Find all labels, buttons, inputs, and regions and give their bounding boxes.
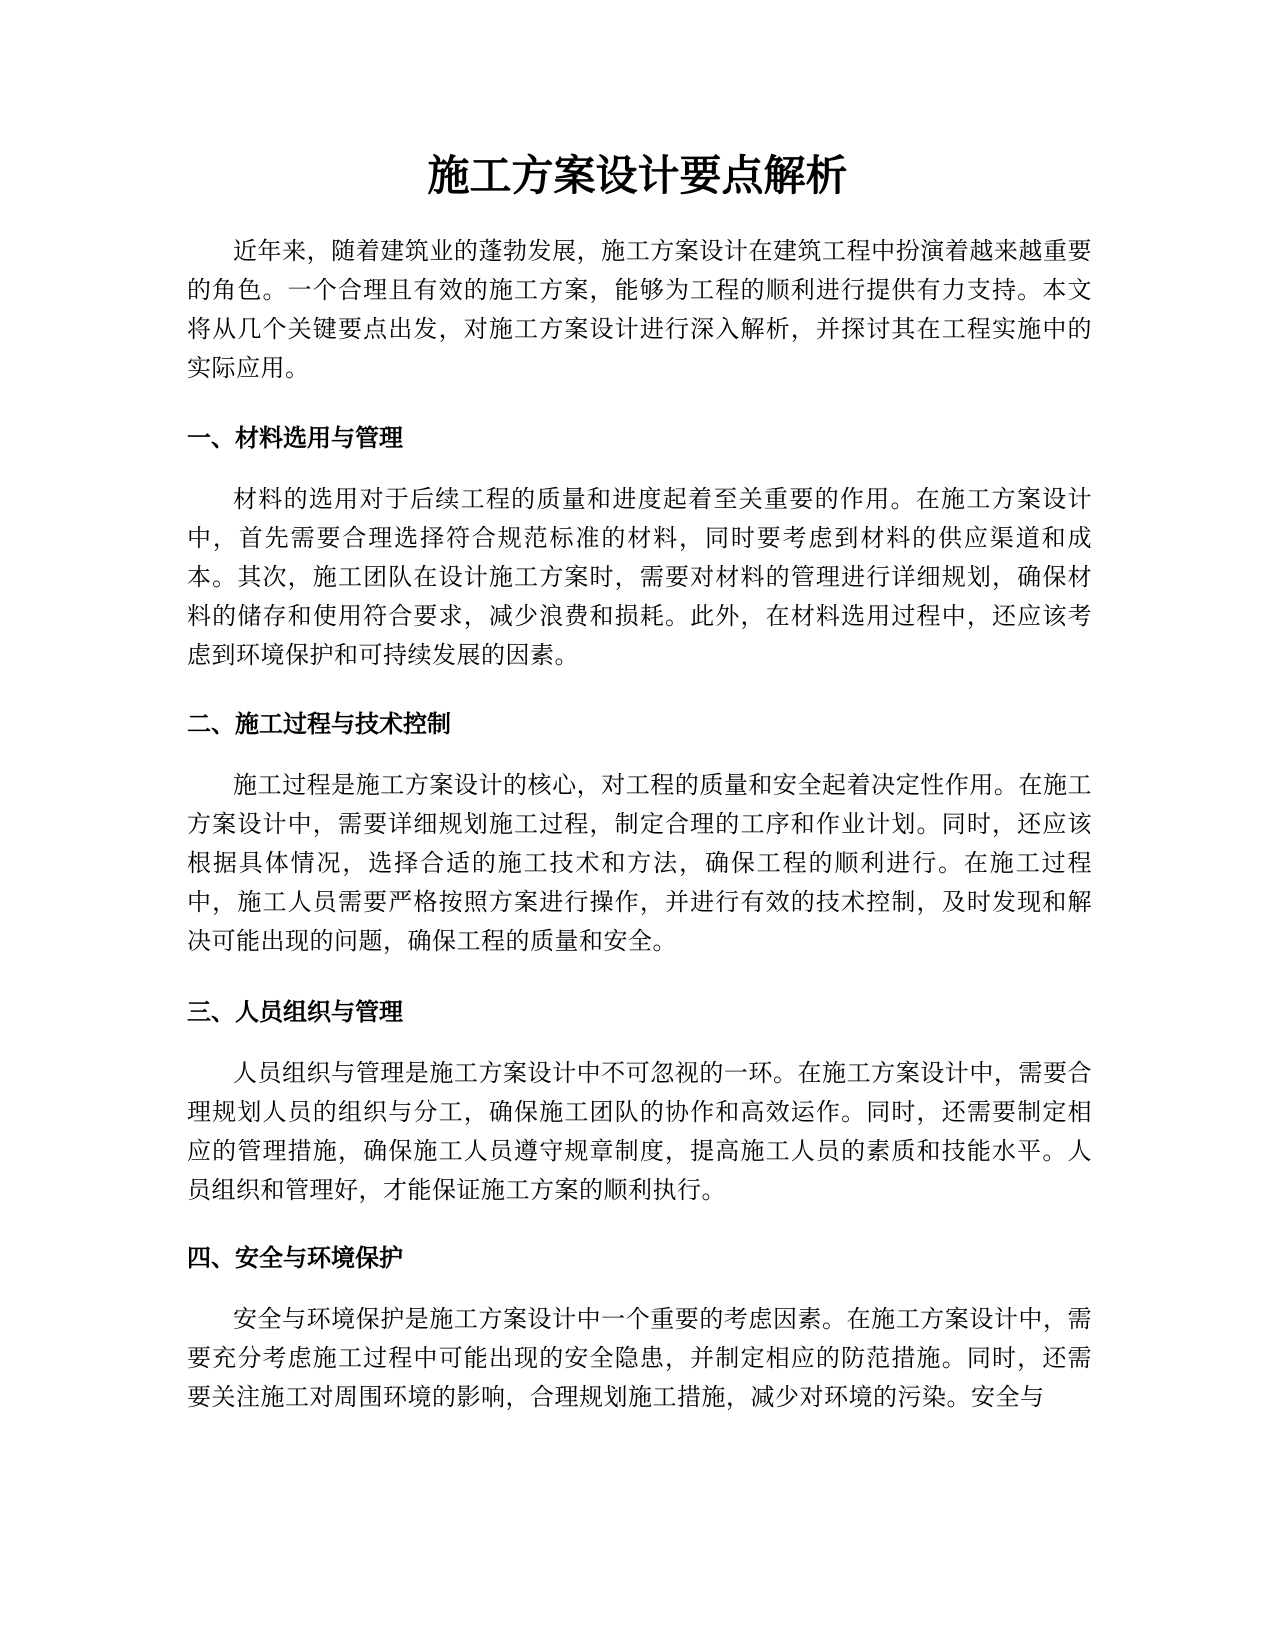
section-body-personnel: 人员组织与管理是施工方案设计中不可忽视的一环。在施工方案设计中，需要合理规划人员的组织与分工，确保施工团队的协作和高效运作。同时，还需要制定相应的管理措施，确保施工人员遵守规章制度，提高施工人员的素质和技能水平。人员组织和管理好，才能保证施工方案的顺利执行。 [187, 1059, 1092, 1204]
document-title: 施工方案设计要点解析 [427, 151, 848, 200]
section-heading-personnel: 三、人员组织与管理 [187, 998, 403, 1026]
section-heading-construction-process: 二、施工过程与技术控制 [187, 710, 451, 738]
section-heading-safety-environment: 四、安全与环境保护 [187, 1244, 403, 1272]
section-heading-materials: 一、材料选用与管理 [187, 424, 403, 452]
section-body-safety-environment: 安全与环境保护是施工方案设计中一个重要的考虑因素。在施工方案设计中，需要充分考虑施工过程中可能出现的安全隐患，并制定相应的防范措施。同时，还需要关注施工对周围环境的影响，合理规划施工措施，减少对环境的污染。安全与 [187, 1305, 1092, 1411]
intro-paragraph: 近年来，随着建筑业的蓬勃发展，施工方案设计在建筑工程中扮演着越来越重要的角色。一个合理且有效的施工方案，能够为工程的顺利进行提供有力支持。本文将从几个关键要点出发，对施工方案设计进行深入解析，并探讨其在工程实施中的实际应用。 [187, 237, 1092, 382]
section-body-materials: 材料的选用对于后续工程的质量和进度起着至关重要的作用。在施工方案设计中，首先需要合理选择符合规范标准的材料，同时要考虑到材料的供应渠道和成本。其次，施工团队在设计施工方案时，需要对材料的管理进行详细规划，确保材料的储存和使用符合要求，减少浪费和损耗。此外，在材料选用过程中，还应该考虑到环境保护和可持续发展的因素。 [187, 485, 1092, 669]
section-body-construction-process: 施工过程是施工方案设计的核心，对工程的质量和安全起着决定性作用。在施工方案设计中，需要详细规划施工过程，制定合理的工序和作业计划。同时，还应该根据具体情况，选择合适的施工技术和方法，确保工程的顺利进行。在施工过程中，施工人员需要严格按照方案进行操作，并进行有效的技术控制，及时发现和解决可能出现的问题，确保工程的质量和安全。 [187, 771, 1092, 955]
